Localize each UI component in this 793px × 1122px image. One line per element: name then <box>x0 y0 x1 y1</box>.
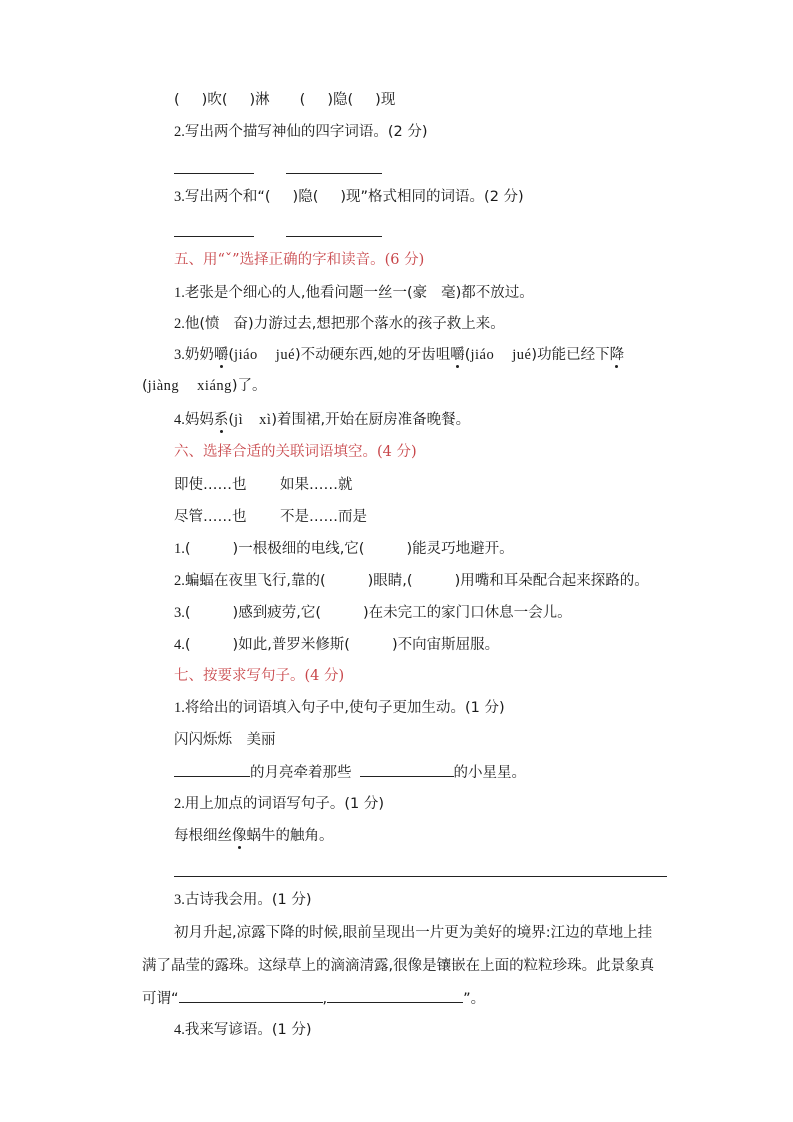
question-number: 2. <box>174 573 185 589</box>
text: 蝙蝠在夜里飞行,靠的( <box>184 573 326 589</box>
answer-blank[interactable] <box>286 173 382 174</box>
text: )着围裙,开始在厨房准备晚餐。 <box>271 412 471 428</box>
question-number: 1. <box>174 285 185 301</box>
connective-option: 如果……就 <box>280 477 353 493</box>
text: )功能已经下 <box>531 347 610 363</box>
question-text: 我来写谚语。 <box>184 1022 272 1038</box>
text: ( <box>464 347 471 363</box>
dotted-char: 像 <box>232 828 247 844</box>
question-number: 3. <box>174 347 185 363</box>
connective-option: 即使……也 <box>174 477 247 493</box>
score: (2 分) <box>387 124 428 140</box>
pinyin-option[interactable]: jué <box>275 347 296 363</box>
text: )不动硬东西,她的牙齿咀 <box>295 347 451 363</box>
question-text: 写出两个和“( <box>184 189 271 205</box>
connective-options-row-2 <box>174 507 367 527</box>
text: 的月亮牵着那些 <box>250 765 352 781</box>
section-6-title: 六、选择合适的关联词语填空。(4 分) <box>174 444 417 460</box>
text: )在未完工的家门口休息一会儿。 <box>362 605 572 621</box>
text: ( <box>184 637 191 653</box>
section-7-title: 七、按要求写句子。(4 分) <box>174 668 345 684</box>
pinyin-option[interactable]: xiáng <box>197 378 232 394</box>
question-number: 3. <box>174 189 185 205</box>
text: )感到疲劳,它( <box>232 605 321 621</box>
text: ”。 <box>463 991 486 1007</box>
s5-item-4 <box>174 410 470 430</box>
text: )吹( <box>201 92 228 108</box>
text: ( <box>142 378 148 394</box>
answer-blank[interactable] <box>174 236 254 237</box>
text: ( <box>228 347 235 363</box>
text: )不向宙斯屈服。 <box>391 637 500 653</box>
question-number: 2. <box>174 796 185 812</box>
question-number: 3. <box>174 605 185 621</box>
text: 的小星星。 <box>453 765 526 781</box>
text: 蜗牛的触角。 <box>246 828 334 844</box>
pinyin-option[interactable]: jiàng <box>147 378 180 394</box>
s7-question-2 <box>174 794 384 814</box>
s5-item-3 <box>174 345 624 365</box>
text: )如此,普罗米修斯( <box>232 637 350 653</box>
pinyin-option[interactable]: jì <box>234 412 244 428</box>
s7-q3-para-3 <box>142 988 485 1009</box>
question-text: 古诗我会用。 <box>184 892 272 908</box>
text: 奶奶 <box>184 347 214 363</box>
question-number: 1. <box>174 700 185 716</box>
answer-blank[interactable] <box>327 988 463 1003</box>
score: (1 分) <box>271 892 312 908</box>
connective-option: 尽管……也 <box>174 509 247 525</box>
s6-item-4 <box>174 635 499 655</box>
question-text: 写出两个描写神仙的四字词语。 <box>184 124 388 140</box>
dotted-char: 系 <box>213 412 229 428</box>
paren-open: ( <box>174 92 180 108</box>
question-text: 奋)力游过去,想把那个落水的孩子救上来。 <box>233 316 505 332</box>
answer-blank[interactable] <box>179 988 323 1003</box>
answer-blank[interactable] <box>174 173 254 174</box>
question-text: 将给出的词语填入句子中,使句子更加生动。 <box>184 700 465 716</box>
s7-q3-para-2: 满了晶莹的露珠。这绿草上的滴滴清露,很像是镶嵌在上面的粒粒珍珠。此景象真 <box>142 958 655 974</box>
text: )淋 <box>249 92 270 108</box>
section-5-title: 五、用“ˇ”选择正确的字和读音。(6 分) <box>174 252 425 268</box>
question-number: 4. <box>174 412 185 428</box>
question-number: 4. <box>174 1022 185 1038</box>
text: )现 <box>375 92 396 108</box>
s7-q1-words: 闪闪烁烁 美丽 <box>174 732 276 748</box>
s7-q3-para-1: 初月升起,凉露下降的时候,眼前呈现出一片更为美好的境界:江边的草地上挂 <box>174 925 653 941</box>
question-number: 2. <box>174 316 185 332</box>
s7-question-3 <box>174 890 312 910</box>
question-text: )现”格式相同的词语。 <box>340 189 485 205</box>
pinyin-option[interactable]: jué <box>512 347 532 363</box>
text: 可谓“ <box>142 991 179 1007</box>
text: ( <box>184 605 191 621</box>
answer-blank[interactable] <box>286 236 382 237</box>
score: (1 分) <box>464 700 505 716</box>
s5-item-3-cont <box>142 376 267 396</box>
score: (1 分) <box>271 1022 312 1038</box>
question-text: 老张是个细心的人,他看问题一丝一(豪 <box>184 285 428 301</box>
question-number: 2. <box>174 124 185 140</box>
question-text: 用上加点的词语写句子。 <box>184 796 345 812</box>
text: ( <box>184 541 191 557</box>
s5-item-2 <box>174 314 505 334</box>
fill-in-line-weather-words <box>174 90 395 110</box>
dotted-char: 嚼 <box>450 347 465 363</box>
score: (2 分) <box>484 189 524 205</box>
question-2 <box>174 122 428 142</box>
text: 每根细丝 <box>174 828 232 844</box>
connective-options-row-1 <box>174 475 353 495</box>
question-3 <box>174 187 524 207</box>
s7-question-4 <box>174 1020 312 1040</box>
text: )隐( <box>327 92 354 108</box>
s7-question-1 <box>174 698 505 718</box>
answer-line[interactable] <box>174 876 667 877</box>
pinyin-option[interactable]: jiáo <box>470 347 495 363</box>
s7-q1-sentence <box>174 762 526 783</box>
s6-item-2 <box>174 571 649 591</box>
text: ( <box>299 92 306 108</box>
text: )眼睛,( <box>367 573 413 589</box>
question-number: 4. <box>174 637 185 653</box>
question-number: 3. <box>174 892 185 908</box>
s7-q2-sentence <box>174 826 334 846</box>
answer-blank[interactable] <box>360 762 454 777</box>
text: )用嘴和耳朵配合起来探路的。 <box>454 573 649 589</box>
question-text: 毫)都不放过。 <box>441 285 534 301</box>
text: )一根极细的电线,它( <box>232 541 365 557</box>
text: 妈妈 <box>184 412 214 428</box>
s5-item-1 <box>174 283 534 303</box>
text: )了。 <box>231 378 267 394</box>
text: )能灵巧地避开。 <box>406 541 514 557</box>
pinyin-option[interactable]: jiáo <box>234 347 258 363</box>
text: ( <box>228 412 235 428</box>
answer-blank[interactable] <box>174 762 250 777</box>
dotted-char: 嚼 <box>213 347 229 363</box>
connective-option: 不是……而是 <box>280 509 367 525</box>
question-text: 他(愤 <box>184 316 220 332</box>
score: (1 分) <box>344 796 385 812</box>
s6-item-3 <box>174 603 572 623</box>
text: , <box>322 991 328 1007</box>
question-text: )隐( <box>292 189 319 205</box>
question-number: 1. <box>174 541 185 557</box>
s6-item-1 <box>174 539 514 559</box>
pinyin-option[interactable]: xì <box>259 412 272 428</box>
dotted-char: 降 <box>609 347 625 363</box>
